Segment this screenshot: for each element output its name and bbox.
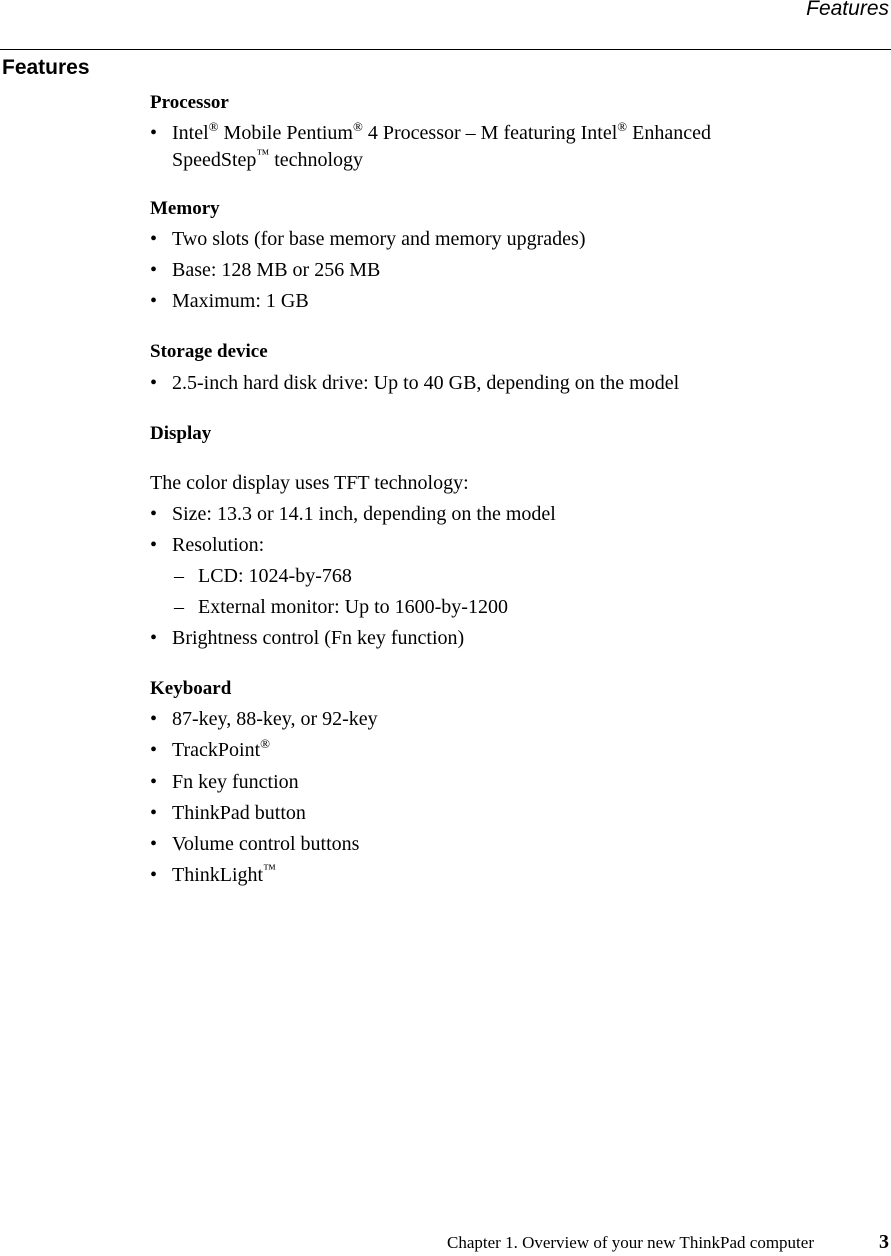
keyboard-thinklight: ThinkLight™ xyxy=(172,861,276,886)
display-resolution: Resolution: xyxy=(172,534,265,556)
display-heading: Display xyxy=(150,423,212,444)
header-rule xyxy=(0,49,891,50)
section-title: Features xyxy=(2,56,90,79)
keyboard-item: Fn key function xyxy=(172,771,299,793)
bullet: • xyxy=(150,372,158,394)
memory-item: Maximum: 1 GB xyxy=(172,290,309,312)
bullet: • xyxy=(150,290,158,312)
page-number: 3 xyxy=(879,1231,889,1253)
storage-item: 2.5-inch hard disk drive: Up to 40 GB, depending on the model xyxy=(172,372,680,394)
display-intro: The color display uses TFT technology: xyxy=(150,472,469,494)
processor-line-1: Intel® Mobile Pentium® 4 Processor – M featuring Intel® Enhanced xyxy=(172,119,712,144)
running-header: Features xyxy=(806,0,889,20)
bullet: • xyxy=(150,627,158,649)
keyboard-item: Volume control buttons xyxy=(172,833,360,855)
keyboard-heading: Keyboard xyxy=(150,678,232,699)
storage-heading: Storage device xyxy=(150,341,268,362)
display-size: Size: 13.3 or 14.1 inch, depending on the model xyxy=(172,503,556,525)
bullet: • xyxy=(150,708,158,730)
resolution-item: LCD: 1024-by-768 xyxy=(198,565,352,587)
bullet: • xyxy=(150,534,158,556)
bullet: • xyxy=(150,802,158,824)
bullet: • xyxy=(150,228,158,250)
processor-heading: Processor xyxy=(150,92,229,113)
bullet: • xyxy=(150,739,158,761)
memory-item: Base: 128 MB or 256 MB xyxy=(172,259,381,281)
display-brightness: Brightness control (Fn key function) xyxy=(172,627,465,649)
keyboard-trackpoint: TrackPoint® xyxy=(172,736,271,761)
bullet: • xyxy=(150,833,158,855)
dash: – xyxy=(174,565,184,587)
dash: – xyxy=(174,596,184,618)
memory-item: Two slots (for base memory and memory upgrades) xyxy=(172,228,586,250)
memory-heading: Memory xyxy=(150,198,220,219)
bullet: • xyxy=(150,259,158,281)
processor-line-2: SpeedStep™ technology xyxy=(172,146,364,171)
footer-chapter: Chapter 1. Overview of your new ThinkPad computer xyxy=(447,1233,814,1252)
resolution-item: External monitor: Up to 1600-by-1200 xyxy=(198,596,508,618)
bullet: • xyxy=(150,122,158,144)
keyboard-item: ThinkPad button xyxy=(172,802,306,824)
bullet: • xyxy=(150,864,158,886)
keyboard-item: 87-key, 88-key, or 92-key xyxy=(172,708,378,730)
bullet: • xyxy=(150,503,158,525)
bullet: • xyxy=(150,771,158,793)
